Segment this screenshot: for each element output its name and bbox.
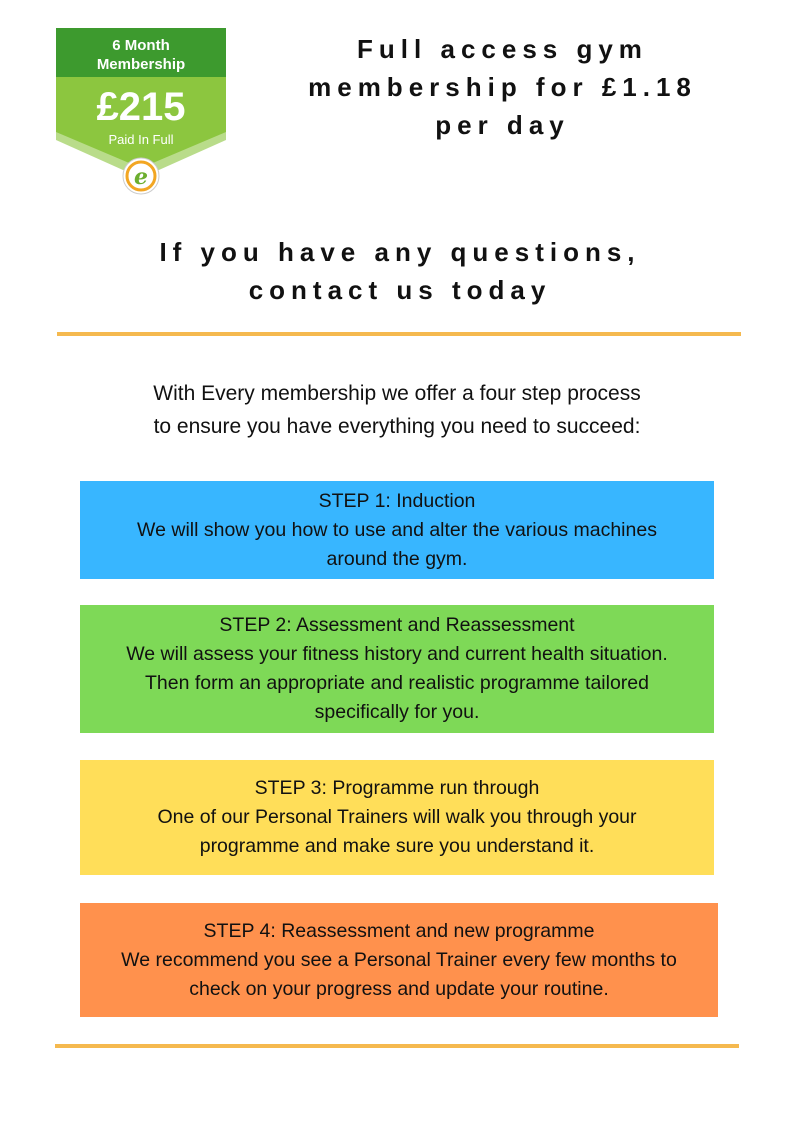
logo-letter: e xyxy=(134,164,148,190)
logo-icon xyxy=(123,158,159,194)
step-2-title: STEP 2: Assessment and Reassessment xyxy=(219,614,575,636)
badge-line1: 6 Month xyxy=(112,37,170,54)
contact-heading xyxy=(60,233,740,309)
badge-paid-label: Paid In Full xyxy=(108,132,174,147)
step-4-line2: check on your progress and update your routine. xyxy=(189,977,609,1000)
divider-bottom xyxy=(55,1044,739,1048)
headline xyxy=(290,30,715,144)
intro-line2: to ensure you have everything you need to succeed: xyxy=(153,415,641,438)
badge-graphic xyxy=(56,28,227,196)
contact-line2: contact us today xyxy=(248,275,552,305)
headline-line2: membership for £1.18 xyxy=(308,72,697,102)
step-4-box xyxy=(80,903,718,1017)
step-2-line3: specifically for you. xyxy=(314,701,480,723)
step-1-box xyxy=(80,481,714,579)
headline-line3: per day xyxy=(435,110,570,140)
divider-top xyxy=(57,332,741,336)
step-3-line2: programme and make sure you understand it. xyxy=(199,835,595,857)
badge-price: £215 xyxy=(96,85,186,129)
intro-line1: With Every membership we offer a four step process xyxy=(153,382,641,405)
intro-text xyxy=(60,377,734,443)
step-2-box xyxy=(80,605,714,733)
step-2-line2: Then form an appropriate and realistic programme tailored xyxy=(144,672,649,694)
step-4-title: STEP 4: Reassessment and new programme xyxy=(203,919,595,942)
step-3-title: STEP 3: Programme run through xyxy=(254,777,540,799)
step-4-line1: We recommend you see a Personal Trainer every few months to xyxy=(121,948,677,971)
step-2-line1: We will assess your fitness history and current health situation. xyxy=(126,643,668,665)
step-3-line1: One of our Personal Trainers will walk you through your xyxy=(157,806,637,828)
contact-line1: If you have any questions, xyxy=(159,237,641,267)
step-1-line1: We will show you how to use and alter the various machines xyxy=(137,518,657,541)
membership-badge xyxy=(56,28,227,196)
step-1-title: STEP 1: Induction xyxy=(318,489,476,512)
badge-line2: Membership xyxy=(96,56,186,73)
headline-line1: Full access gym xyxy=(357,34,648,64)
step-3-box xyxy=(80,760,714,875)
step-1-line2: around the gym. xyxy=(326,547,468,570)
